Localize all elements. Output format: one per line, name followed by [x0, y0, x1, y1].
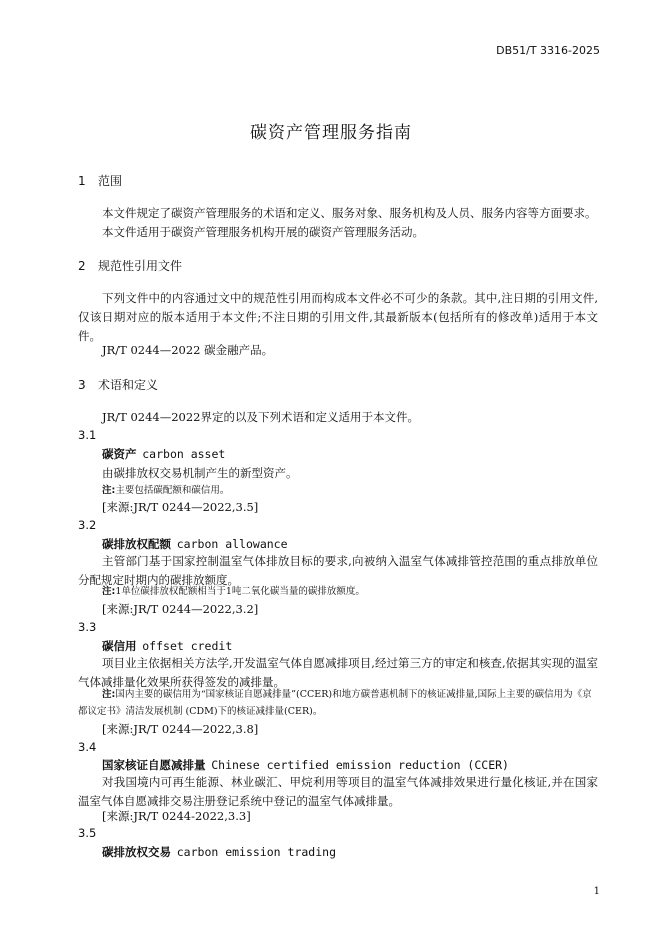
- section-2-heading: [78, 257, 182, 274]
- term-title: [102, 757, 509, 773]
- term-number: 3.4: [78, 740, 97, 754]
- term-english: carbon allowance: [176, 537, 288, 551]
- term-source: [来源:JR/T 0244—2022,3.2]: [102, 602, 259, 616]
- term-definition: 项目业主依据相关方法学,开发温室气体自愿减排项目,经过第三方的审定和核查,依据其实现的温室气体减排量化效果所获得签发的减排量。: [78, 656, 598, 689]
- section-title: 范围: [98, 174, 123, 188]
- term-number: 3.1: [78, 428, 97, 442]
- term-note: [78, 686, 598, 720]
- term-chinese: 国家核证自愿减排量: [102, 758, 206, 772]
- note-text: 主要包括碳配额和碳信用。: [115, 485, 230, 496]
- note-text: 国内主要的碳信用为“国家核证自愿减排量”(CCER)和地方碳普惠机制下的核证减排量,国际上主要的碳信用为《京都议定书》清洁发展机制 (CDM)下的核证减排量(CER)。: [78, 689, 592, 717]
- section-number: 3: [78, 378, 86, 392]
- term-number: 3.5: [78, 826, 97, 840]
- page-number: 1: [593, 886, 600, 897]
- section-title: 规范性引用文件: [98, 259, 183, 273]
- paragraph: 下列文件中的内容通过文中的规范性引用而构成本文件必不可少的条款。其中,注日期的引用文件,仅该日期对应的版本适用于本文件;不注日期的引用文件,其最新版本(包括所有的修改单)适用于本文件。: [78, 291, 598, 343]
- section-3-heading: [78, 376, 158, 393]
- term-chinese: 碳资产: [102, 447, 137, 461]
- document-code: DB51/T 3316-2025: [496, 44, 600, 57]
- paragraph: 本文件适用于碳资产管理服务机构开展的碳资产管理服务活动。: [102, 225, 424, 239]
- paragraph: 本文件规定了碳资产管理服务的术语和定义、服务对象、服务机构及人员、服务内容等方面要求。: [102, 206, 597, 220]
- normative-reference: JR/T 0244—2022 碳金融产品。: [102, 343, 274, 357]
- term-note: [78, 482, 598, 499]
- section-title: 术语和定义: [98, 378, 159, 392]
- section-1-heading: [78, 172, 122, 189]
- note-label: 注:: [102, 689, 116, 700]
- term-source: [来源:JR/T 0244—2022,3.5]: [102, 500, 259, 514]
- term-chinese: 碳排放权配额: [102, 537, 171, 551]
- section-number: 2: [78, 259, 86, 273]
- term-english: Chinese certified emission reduction (CCER): [211, 758, 509, 772]
- term-title: [102, 844, 336, 860]
- term-number: 3.2: [78, 518, 97, 532]
- term-source: [来源:JR/T 0244-2022,3.3]: [102, 809, 251, 823]
- term-english: offset credit: [142, 639, 233, 653]
- term-definition: 由碳排放权交易机制产生的新型资产。: [102, 466, 298, 480]
- note-label: 注:: [102, 485, 116, 496]
- term-source: [来源:JR/T 0244—2022,3.8]: [102, 722, 259, 736]
- term-title: [102, 638, 232, 654]
- term-title: [102, 446, 225, 462]
- term-definition: 对我国境内可再生能源、林业碳汇、甲烷利用等项目的温室气体减排效果进行量化核证,并在国家温室气体自愿减排交易注册登记系统中登记的温室气体减排量。: [78, 775, 598, 808]
- term-definition: 主管部门基于国家控制温室气体排放目标的要求,向被纳入温室气体减排管控范围的重点排放单位分配规定时期内的碳排放额度。: [78, 554, 598, 587]
- page-title: 碳资产管理服务指南: [250, 123, 412, 143]
- note-label: 注:: [102, 586, 116, 597]
- term-number: 3.3: [78, 620, 97, 634]
- term-chinese: 碳信用: [102, 639, 137, 653]
- term-english: carbon asset: [142, 447, 226, 461]
- term-title: [102, 536, 288, 552]
- section-number: 1: [78, 174, 86, 188]
- term-chinese: 碳排放权交易: [102, 845, 171, 859]
- note-text: 1单位碳排放权配额相当于1吨二氧化碳当量的碳排放额度。: [115, 586, 365, 597]
- term-english: carbon emission trading: [176, 845, 336, 859]
- term-note: [78, 583, 598, 600]
- paragraph: JR/T 0244—2022界定的以及下列术语和定义适用于本文件。: [102, 410, 420, 424]
